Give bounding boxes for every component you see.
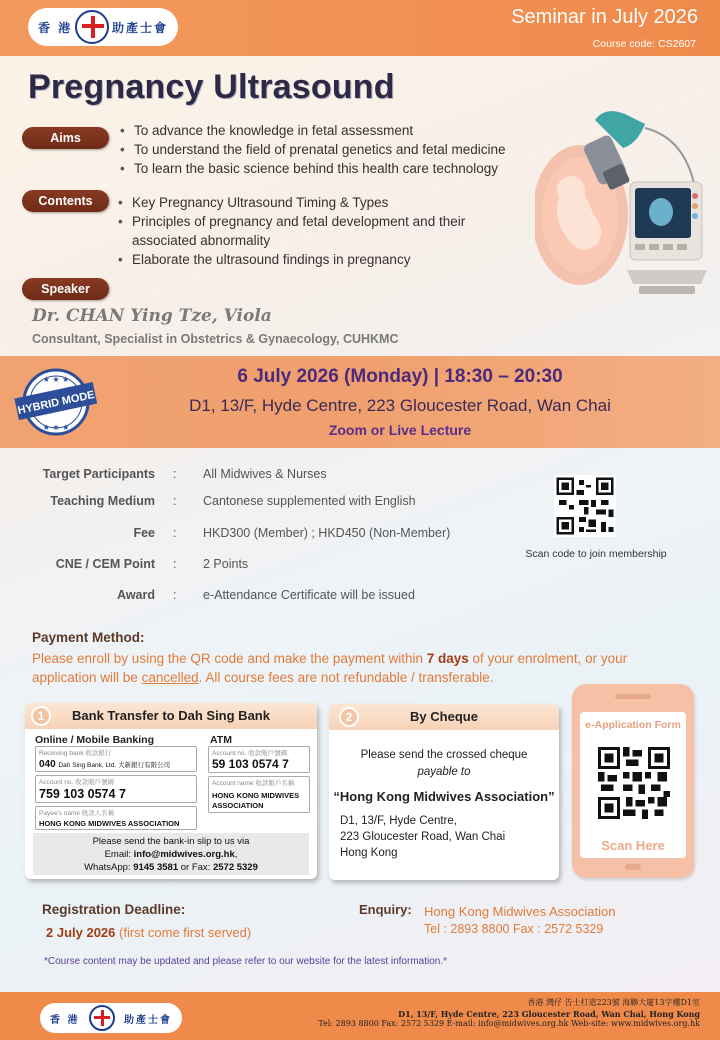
list-item: • To advance the knowledge in fetal assessment <box>118 121 506 140</box>
enquiry-tel-fax: Tel : 2893 8800 Fax : 2572 5329 <box>424 922 604 936</box>
footer-logo-text-right: 助產士會 <box>123 1014 172 1026</box>
detail-colon: : <box>173 467 177 481</box>
aims-list <box>118 121 506 178</box>
field-label: Account no. 收款賬戶號碼 <box>212 750 288 757</box>
detail-label: Teaching Medium <box>50 494 155 508</box>
phone-home-button <box>625 864 641 870</box>
payment-cancelled: cancelled <box>141 670 199 685</box>
atm-label: ATM <box>210 734 232 746</box>
detail-label: Fee <box>133 526 155 540</box>
footer-line-3: Tel: 2893 8800 Fax: 2572 5329 E-mail: info@midwives.org.hk Web-site: www.midwives.org.hk <box>318 1019 700 1028</box>
logo-text-left: 香 港 <box>38 20 73 35</box>
event-venue: D1, 13/F, Hyde Centre, 223 Gloucester Road, Wan Chai <box>189 396 611 415</box>
payee-name: HONG KONG MIDWIVES ASSOCIATION <box>39 819 180 828</box>
step-number: 1 <box>31 706 51 726</box>
bank-name: Dah Sing Bank, Ltd. 大新銀行有限公司 <box>58 762 171 769</box>
list-item: • To understand the field of prenatal genetics and fetal medicine <box>118 140 506 159</box>
note-line-2 <box>33 848 309 861</box>
account-number-field <box>35 775 197 803</box>
cheque-card <box>329 704 559 880</box>
scan-here-label: Scan Here <box>601 838 665 853</box>
footer-cross-emblem-icon <box>89 1005 115 1031</box>
field-label: Account no. 收款賬戶號碼 <box>39 779 115 786</box>
contents-list <box>116 193 516 269</box>
footer-address <box>318 998 700 1030</box>
payment-text-2: of your enrolment, or your application will be <box>32 651 628 685</box>
speaker-title: Consultant, Specialist in Obstetrics & Gynaecology, CUHKMC <box>32 332 399 346</box>
online-banking-label: Online / Mobile Banking <box>35 734 155 746</box>
disclaimer: *Course content may be updated and please refer to our website for the latest information.* <box>44 956 448 967</box>
footer-line-1: 香港 灣仔 告士打道223號 海聯大廈13字樓D1室 <box>527 998 700 1007</box>
footer-logo <box>40 1003 182 1033</box>
cheque-address-2: 223 Gloucester Road, Wan Chai <box>340 831 506 843</box>
footer-line-2: D1, 13/F, Hyde Centre, 223 Gloucester Road, Wan Chai, Hong Kong <box>398 1008 700 1019</box>
event-mode: Zoom or Live Lecture <box>328 422 472 438</box>
speaker-pill: Speaker <box>22 278 109 300</box>
note-line-3 <box>33 861 309 874</box>
payment-heading: Payment Method: <box>32 630 145 645</box>
eapp-qr-code[interactable] <box>595 744 673 822</box>
email-link[interactable]: info@midwives.org.hk <box>133 849 235 860</box>
list-item: • Elaborate the ultrasound findings in pregnancy <box>116 250 516 269</box>
contents-pill: Contents <box>22 190 109 212</box>
email-label: Email: <box>104 849 134 860</box>
cheque-line-2: payable to <box>417 766 471 778</box>
fax-label: or Fax: <box>178 862 213 873</box>
enquiry-heading: Enquiry: <box>359 902 412 917</box>
detail-label: CNE / CEM Point <box>55 557 155 571</box>
bank-transfer-title: Bank Transfer to Dah Sing Bank <box>25 703 317 729</box>
hybrid-mode-badge <box>14 366 98 438</box>
detail-colon: : <box>173 557 177 571</box>
cheque-payee: “Hong Kong Midwives Association” <box>333 789 555 804</box>
seminar-title: Seminar in July 2026 <box>511 6 698 28</box>
detail-value: All Midwives & Nurses <box>203 467 327 481</box>
bank-transfer-card <box>25 703 317 879</box>
cheque-address-3: Hong Kong <box>340 847 398 859</box>
membership-qr-caption: Scan code to join membership <box>525 548 667 560</box>
detail-colon: : <box>173 526 177 540</box>
ultrasound-illustration-icon <box>535 100 715 315</box>
atm-account-name-field <box>208 776 310 813</box>
atm-account-number: 59 103 0574 7 <box>212 757 289 771</box>
deadline-date: 2 July 2026 <box>46 925 116 940</box>
detail-value: Cantonese supplemented with English <box>203 494 416 508</box>
aims-pill: Aims <box>22 127 109 149</box>
account-number: 759 103 0574 7 <box>39 787 126 801</box>
field-value <box>39 759 170 770</box>
detail-value: e-Attendance Certificate will be issued <box>203 588 415 602</box>
payee-field <box>35 806 197 830</box>
detail-value: HKD300 (Member) ; HKD450 (Non-Member) <box>203 526 451 540</box>
step-number: 2 <box>339 707 359 727</box>
eapp-title: e-Application Form <box>585 719 681 731</box>
page-title: Pregnancy Ultrasound <box>28 68 395 106</box>
course-code: Course code: CS2607 <box>592 38 696 50</box>
registration-heading: Registration Deadline: <box>42 902 186 917</box>
deadline-note: (first come first served) <box>115 925 252 940</box>
detail-colon: : <box>173 494 177 508</box>
bank-in-note <box>33 833 309 875</box>
atm-account-name-1: HONG KONG MIDWIVES <box>212 791 300 800</box>
footer-logo-text-left: 香 港 <box>50 1014 80 1026</box>
payment-text-1: Please enroll by using the QR code and make the payment within <box>32 651 427 666</box>
payment-days: 7 days <box>426 651 469 666</box>
logo-text-right: 助產士會 <box>111 20 168 35</box>
list-item: • To learn the basic science behind this health care technology <box>118 159 506 178</box>
event-date-time: 6 July 2026 (Monday) | 18:30 – 20:30 <box>237 366 563 387</box>
svg-text:★ ★ ★: ★ ★ ★ <box>42 423 70 432</box>
hybrid-mode-text: HYBRID MODE <box>16 388 96 417</box>
bank-code: 040 <box>39 759 56 770</box>
atm-account-field <box>208 746 310 773</box>
whatsapp-number: 9145 3581 <box>133 862 179 873</box>
detail-label: Target Participants <box>42 467 155 481</box>
email-end: , <box>234 849 238 860</box>
list-item: • Key Pregnancy Ultrasound Timing & Types <box>116 193 516 212</box>
receiving-bank-field <box>35 746 197 772</box>
field-label: Account name 收款賬戶名稱 <box>212 780 295 787</box>
detail-label: Award <box>117 588 155 602</box>
detail-value: 2 Points <box>203 557 249 571</box>
field-label: Receiving bank 收款銀行 <box>39 750 112 757</box>
cheque-address-1: D1, 13/F, Hyde Centre, <box>340 815 457 827</box>
detail-colon: : <box>173 588 177 602</box>
cheque-line-1: Please send the crossed cheque <box>360 749 528 761</box>
field-label: Payee's name 收款人名稱 <box>39 810 115 817</box>
speaker-name: Dr. CHAN Ying Tze, Viola <box>32 306 272 326</box>
svg-text:★ ★ ★: ★ ★ ★ <box>42 375 70 384</box>
whatsapp-label: WhatsApp: <box>84 862 134 873</box>
note-line-1: Please send the bank-in slip to us via <box>92 836 250 847</box>
payment-text-3: . All course fees are not refundable / transferable. <box>198 670 494 685</box>
hkma-logo <box>28 8 178 46</box>
payment-text <box>32 649 692 687</box>
atm-account-name-2: ASSOCIATION <box>212 801 264 810</box>
cheque-title: By Cheque <box>329 704 559 730</box>
cross-emblem-icon <box>75 10 109 44</box>
registration-date <box>46 925 251 940</box>
enquiry-org: Hong Kong Midwives Association <box>424 904 616 919</box>
fax-number: 2572 5329 <box>212 862 258 873</box>
list-item: • Principles of pregnancy and fetal development and their associated abnormality <box>116 212 516 250</box>
phone-notch <box>615 694 651 699</box>
membership-qr-code[interactable] <box>554 475 616 537</box>
